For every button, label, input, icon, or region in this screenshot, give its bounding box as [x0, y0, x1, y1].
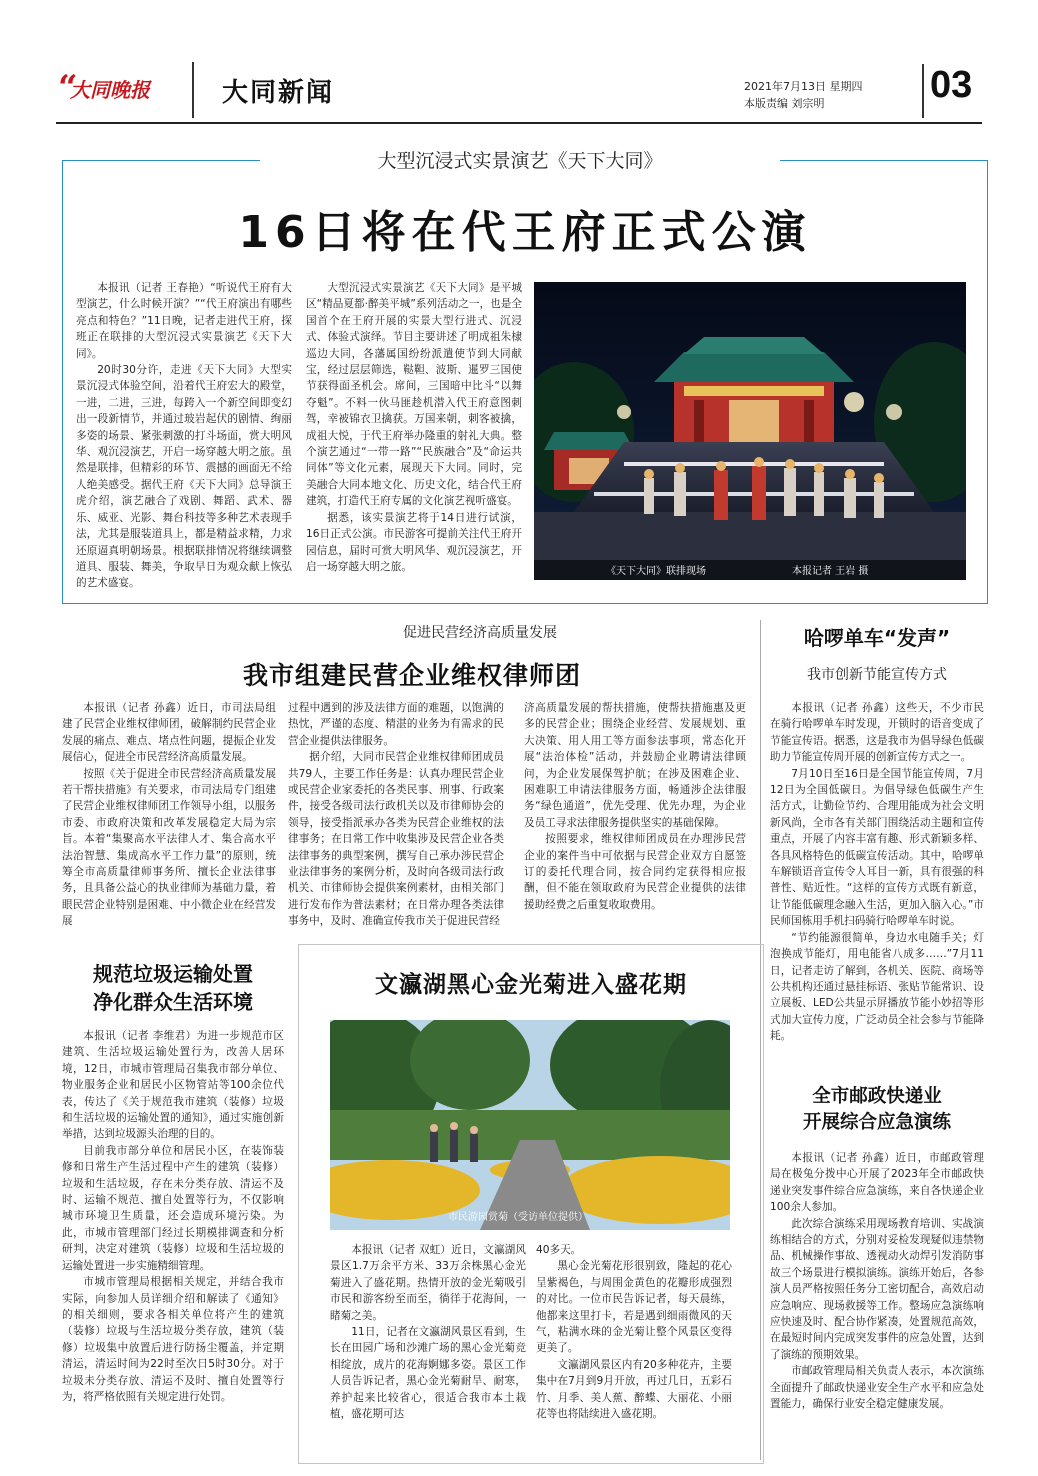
bikes-subhead: 我市创新节能宣传方式	[807, 667, 947, 683]
lead-column-2	[306, 280, 522, 575]
paragraph: 此次综合演练采用现场教育培训、实战演练相结合的方式，分别对妥检发现疑似违禁物品、机械操作事故、透视动火动焊引发消防事故三个场景进行模拟演练。演练开始后，各参演人员严格按照任务分工密切配合，高效启动应急响应、现场救援等工作。整场应急演练响应快速及时、配合协作紧凑，处置规范高效，在最短时间内完成突发事件的应急处置，达到了演练的预期效果。	[770, 1217, 984, 1361]
paragraph: 本报讯（记者 孙鑫）近日，市邮政管理局在极兔分拨中心开展了2023年全市邮政快递业突发事件综合应急演练，来自各快递企业100余人参加。	[770, 1152, 984, 1214]
paragraph: 据介绍，大同市民营企业维权律师团成员共79人，主要工作任务是：认真办理民营企业或民营企业家委托的各类民事、刑事、行政案件，接受各级司法行政机关以及市律师协会的领导，接受指派承办各类为民营企业维权的法律事务；在日常工作中收集涉及民营企业各类法律事务的典型案例，撰写自己承办涉民营企业法律事务的案例分析，及时向各级司法行政机关、市律师协会提供案例素材，由相关部门进行发布作为普法素材；在日常办理各类法律事务中，及时、准确宣传我市关于促进民营经	[288, 751, 504, 928]
paragraph: 按照《关于促进全市民营经济高质量发展若干帮扶措施》有关要求，市司法局专门组建了民营企业维权律师团工作领导小组，以服务市委、市政府决策和改革发展稳定大局为宗旨。本着“集聚高水平法律人才、集合高水平法治智慧、集成高水平工作力量”的原则，统筹全市高质量律师事务所、擅长企业法律事务，且具备公益心的执业律师为基础力量，着眼民营企业特别是困难、中小微企业在经营发展	[62, 767, 276, 928]
paragraph: 20时30分许，走进《天下大同》大型实景沉浸式体验空间，沿着代王府宏大的殿堂，一进，二进，三进，每跨入一个新空间即变幻出一段新情节，并通过玻岩起伏的剧情、绚丽多姿的场景、紧张刺激的打斗场面，赏大明风华、观沉浸演艺，开启一场穿越大明之旅。虽然是联排，但精彩的环节、震撼的画面无不给人绝美感受。据代王府《天下大同》总导演王虎介绍，演艺融合了戏剧、舞蹈、武术、器乐、威亚、光影、舞台科技等多种艺术表现手法，尤其是服装道具上，都是精益求精，力求还原逼真明朝场景。根据联排情况将继续调整道具、服装、舞美，争取早日为观众献上恢弘的艺术盛宴。	[76, 364, 292, 590]
paragraph: 11日，记者在文瀛湖风景区看到，生长在田园广场和沙滩广场的黑心金光菊竞相绽放，成片的花海婀娜多姿。景区工作人员告诉记者，黑心金光菊耐旱、耐寒，养护起来比较省心，很适合我市本土栽植，盛花期可达	[330, 1326, 526, 1421]
newspaper-logo: 大同晚报	[70, 78, 150, 102]
lawyers-column-3	[524, 700, 746, 913]
masthead-rule	[56, 122, 982, 124]
flowers-column-2	[536, 1242, 732, 1422]
lead-headline: 16日将在代王府正式公演	[238, 207, 812, 258]
garbage-body	[62, 1028, 284, 1405]
garbage-headline-line2: 净化群众生活环境	[93, 990, 253, 1014]
paragraph: 黑心金光菊花形很别致，隆起的花心呈紫褐色，与周围金黄色的花瓣形成强烈的对比。一位市民告诉记者，每天晨练，他都来这里打卡，若是遇到细雨微风的天气，粘满水珠的金光菊让整个风景区变得更美了。	[536, 1260, 732, 1355]
section-title: 大同新闻	[222, 78, 335, 108]
lead-kicker: 大型沉浸式实景演艺《天下大同》	[260, 146, 780, 172]
lawyers-column-1	[62, 700, 276, 930]
paragraph: 7月10日至16日是全国节能宣传周，7月12日为全国低碳日。为倡导绿色低碳生产生活方式，让勤俭节约、合理用能成为社会文明新风尚，全市各有关部门围绕活动主题和宣传重点，开展了内容丰富有趣、形式新颖多样、各具风格特色的低碳宣传活动。其中，哈啰单车解锁语音宣传令人耳目一新，具有很强的科普性、贴近性。“这样的宣传方式既有新意，让节能低碳理念融入生活，更加入脑入心。”市民师国栋用手机扫码骑行哈啰单车时说。	[770, 767, 984, 928]
flowers-headline: 文瀛湖黑心金光菊进入盛花期	[375, 972, 687, 998]
flowers-column-1	[330, 1242, 526, 1422]
paragraph: 按照要求，维权律师团成员在办理涉民营企业的案件当中可依据与民营企业双方自愿签订的委托代理合同，按合同约定获得相应报酬，但不能在领取政府为民营企业提供的法律援助经费之后重复收取费用。	[524, 833, 746, 911]
paragraph: 市邮政管理局相关负责人表示，本次演练全面提升了邮政快递业安全生产水平和应急处置能力，确保行业安全稳定健康发展。	[770, 1365, 984, 1411]
paragraph: “节约能源很简单，身边水电随手关；灯泡换成节能灯，用电能省八成多……”7月11日，记者走访了解到，各机关、医院、商场等公共机构还通过悬挂标语、张贴节能常识、设立展板、LED公共显示屏播放节能小妙招等形式加大宣传力度，广泛动员全社会参与节能降耗。	[770, 931, 984, 1043]
flower-park-photo	[330, 1020, 730, 1230]
paragraph: 目前我市部分单位和居民小区，在装饰装修和日常生产生活过程中产生的建筑（装修）垃圾和生活垃圾，存在未分类存放、清运不及时、运输不规范、擅自处置等行为，不仅影响城市环境卫生质量，还会造成环境污染。为此，市城市管理部门经过长期模排调查和分析研判，决定对建筑（装修）垃圾和生活垃圾的运输处置进一步实施精细管理。	[62, 1144, 284, 1272]
paragraph: 大型沉浸式实景演艺《天下大同》是平城区“精品夏都·醉美平城”系列活动之一，也是全国首个在王府开展的实景大型行进式、沉浸式、体验式演绎。节目主要讲述了明成祖朱棣巡边大同，各藩属国纷纷派遣使节到大同献宝，经过层层筛选，鞑靼、波斯、暹罗三国使节获得面圣机会。席间，三国暗中比斗“以舞夺魁”。不料一伙马匪趁机潜入代王府意图刺驾，幸被锦衣卫擒获。万国来朝，刺客被擒，成祖大悦，于代王府举办隆重的射礼大典。整个演艺通过“一带一路”“民族融合”及“命运共同体”等文化元素，展现天下大同。同时，完美融合大同本地文化、历史文化，结合代王府建筑，打造代王府专属的文化演艺视听盛宴。	[306, 282, 522, 508]
paragraph: 本报讯（记者 李维君）为进一步规范市区建筑、生活垃圾运输处置行为，改善人居环境，12日，市城市管理局召集我市部分单位、物业服务企业和居民小区物管站等100余位代表，传达了《关于规范我市建筑（装修）垃圾和生活垃圾的运输处置的通知》，通过实施创新举措，达到垃圾源头治理的目的。	[62, 1030, 284, 1141]
paragraph: 过程中遇到的涉及法律方面的难题，以饱满的热忱，严谨的态度、精湛的业务为有需求的民营企业提供法律服务。	[288, 702, 504, 747]
paragraph: 本报讯（记者 孙鑫）这些天，不少市民在骑行哈啰单车时发现，开锁时的语音变成了节能宣传语。据悉，这是我市为倡导绿色低碳助力节能宣传周开展的创新宣传方式之一。	[770, 702, 984, 764]
newspaper-logo-icon: “	[58, 68, 78, 108]
paragraph: 市城市管理局根据相关规定，并结合我市实际，向参加人员详细介绍和解读了《通知》的相关细则，要求各相关单位将产生的建筑（装修）垃圾与生活垃圾分类存放，建筑（装修）垃圾集中放置后进行防扬尘覆盖，并定期清运，清运时间为22时至次日5时30分。对于垃圾未分类存放、清运不及时、擅自处置等行为，将严格依照有关规定进行处罚。	[62, 1276, 284, 1403]
photo-caption: 市民游园赏菊（受访单位提供）	[448, 1212, 588, 1223]
park-scene	[330, 1020, 730, 1230]
lawyers-kicker: 促进民营经济高质量发展	[403, 625, 557, 641]
garbage-headline: 规范垃圾运输处置	[93, 962, 253, 986]
paragraph: 文瀛湖风景区内有20多种花卉，主要集中在7月到9月开放，再过几日，五彩石竹、月季、美人蕉、醉蝶、大丽花、小丽花等也将陆续进入盛花期。	[536, 1358, 732, 1421]
paragraph: 济高质量发展的帮扶措施，使帮扶措施惠及更多的民营企业；围绕企业经营、发展规划、重大决策、用人用工等方面参法事项，常态化开展“法治体检”活动，并鼓励企业聘请法律顾问，为企业发展保驾护航；在涉及困难企业、困难职工申请法律服务方面，畅通涉企法律服务“绿色通道”，优先受理、优先办理，为企业及员工寻求法律服务提供坚实的基础保障。	[524, 702, 746, 829]
paragraph: 本报讯（记者 双虹）近日，文瀛湖风景区1.7万余平方米、33万余株黑心金光菊进入了盛花期。热情开放的金光菊吸引市民和游客纷至而至，徜徉于花海间，一睹菊之美。	[330, 1244, 526, 1322]
postal-body	[770, 1150, 984, 1413]
paragraph: 据悉，该实景演艺将于14日进行试演，16日正式公演。市民游客可提前关注代王府开园信息，届时可赏大明风华、观沉浸演艺，开启一场穿越大明之旅。	[306, 511, 522, 573]
lead-column-1	[76, 280, 292, 592]
masthead-divider	[192, 62, 194, 118]
paragraph: 40多天。	[536, 1244, 582, 1256]
palace-night-scene	[534, 282, 966, 580]
postal-headline-line2: 开展综合应急演练	[802, 1112, 951, 1133]
photo-credit: 本报记者 王岩 摄	[792, 566, 869, 577]
paragraph: 本报讯（记者 王春艳）“听说代王府有大型演艺，什么时候开演？”“代王府演出有哪些亮点和特色？”11日晚，记者走进代王府，探班正在联排的大型沉浸式实景演艺《天下大同》。	[76, 282, 292, 360]
lawyers-headline: 我市组建民营企业维权律师团	[242, 661, 581, 690]
masthead	[0, 0, 1038, 130]
lawyers-column-2	[288, 700, 504, 930]
bikes-body	[770, 700, 984, 1045]
paragraph: 本报讯（记者 孙鑫）近日，市司法局组建了民营企业维权律师团，破解制约民营企业发展的痛点、难点、堵点性问题，提振企业发展信心，促进全市民营经济高质量发展。	[62, 702, 276, 764]
postal-headline: 全市邮政快递业	[812, 1086, 942, 1107]
bikes-headline: 哈啰单车“发声”	[803, 626, 951, 650]
page-number: 03	[930, 64, 973, 106]
page-editor: 本版责编 刘宗明	[744, 97, 825, 110]
photo-caption: 《天下大同》联排现场	[606, 566, 706, 577]
rehearsal-photo	[534, 282, 966, 580]
issue-date: 2021年7月13日 星期四	[744, 80, 863, 93]
page-number-divider	[922, 64, 924, 118]
